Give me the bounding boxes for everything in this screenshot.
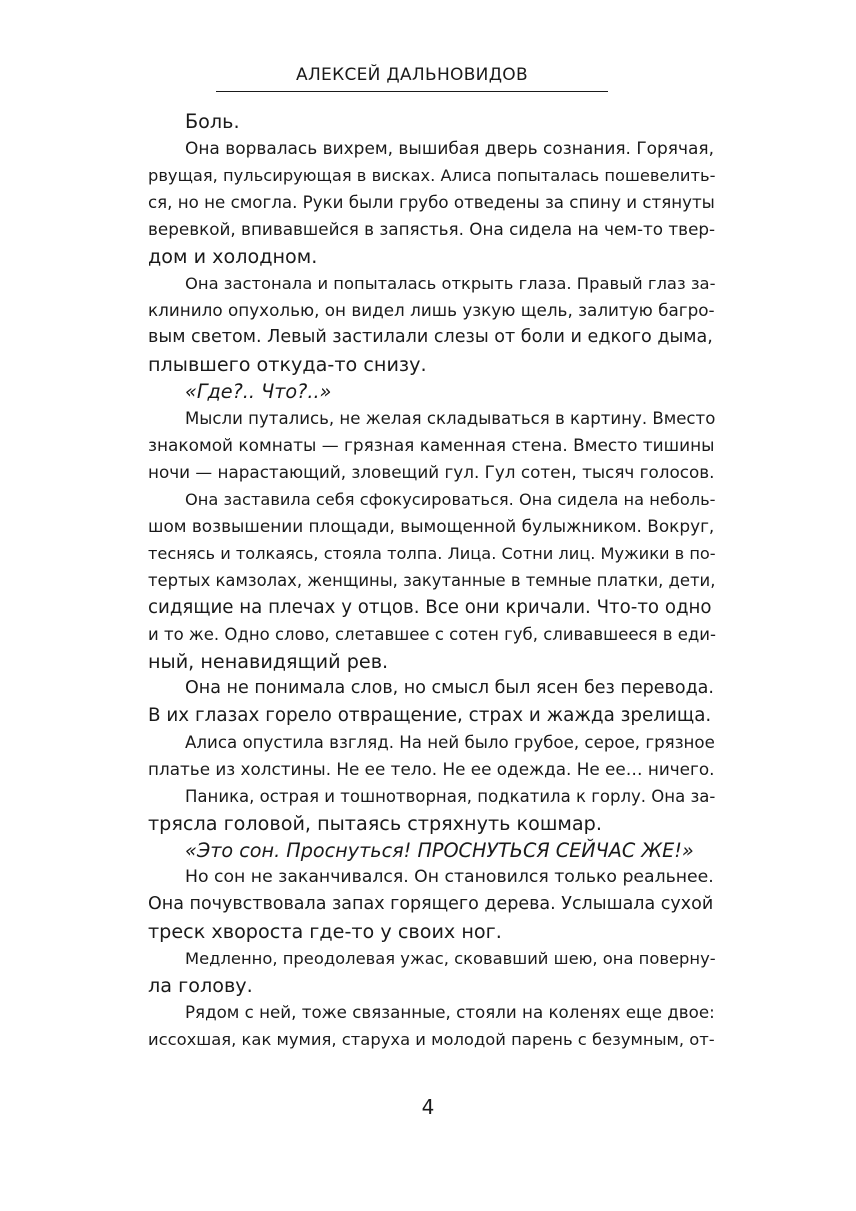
text-line: рвущая, пульсирующая в висках. Алиса попыталась пошевелить- <box>148 166 716 185</box>
text-line: платье из холстины. Не ее тело. Не ее одежда. Не ее… ничего. <box>148 759 715 779</box>
text-line: иссохшая, как мумия, старуха и молодой парень с безумным, от- <box>148 1030 715 1049</box>
text-line: Рядом с ней, тоже связанные, стояли на коленях еще двое: <box>185 1003 715 1022</box>
header-rule <box>216 91 608 92</box>
text-paragraph <box>111 135 716 270</box>
text-paragraph <box>111 945 716 999</box>
text-line: Боль. <box>185 110 240 133</box>
text-line: Паника, острая и тошнотворная, подкатила к горлу. Она за- <box>185 787 716 806</box>
text-line: Она ворвалась вихрем, вышибая дверь сознания. Горячая, <box>185 138 714 158</box>
text-paragraph <box>111 675 714 729</box>
text-paragraph <box>111 783 716 837</box>
text-line: ный, ненавидящий рев. <box>148 650 389 673</box>
text-line: теснясь и толкаясь, стояла толпа. Лица. Сотни лиц. Мужики в по- <box>148 544 716 563</box>
text-line: дом и холодном. <box>148 245 318 268</box>
body-text <box>111 108 716 1053</box>
text-paragraph <box>111 108 710 135</box>
text-paragraph <box>111 729 715 783</box>
text-line: Но сон не заканчивался. Он становился только реальнее. <box>185 867 714 887</box>
text-line: Медленно, преодолевая ужас, сковавший шею, она поверну- <box>185 949 716 968</box>
text-line: шом возвышении площади, вымощенной булыжником. Вокруг, <box>148 516 715 536</box>
text-line: «Это сон. Проснуться! ПРОСНУТЬСЯ СЕЙЧАС ЖЕ!» <box>185 839 694 862</box>
text-line: вым светом. Левый застилали слезы от боли и едкого дыма, <box>148 327 713 347</box>
text-line: Она застонала и попыталась открыть глаза. Правый глаз за- <box>185 274 716 293</box>
text-line: В их глазах горело отвращение, страх и жажда зрелища. <box>148 705 712 726</box>
text-line: треск хвороста где-то у своих ног. <box>148 920 502 943</box>
text-paragraph <box>111 486 716 675</box>
text-line: Мысли путались, не желая складываться в картину. Вместо <box>185 409 716 428</box>
text-paragraph <box>111 864 714 945</box>
running-header: АЛЕКСЕЙ ДАЛЬНОВИДОВ <box>296 65 528 85</box>
text-line: веревкой, впивавшейся в запястья. Она сидела на чем-то твер- <box>148 219 716 239</box>
text-line: знакомой комнаты — грязная каменная стена. Вместо тишины <box>148 435 715 455</box>
text-line: «Где?.. Что?..» <box>185 380 332 403</box>
text-line: Она не понимала слов, но смысл был ясен без перевода. <box>185 678 714 698</box>
text-line: Она почувствовала запах горящего дерева. Услышала сухой <box>148 894 714 914</box>
text-line: тертых камзолах, женщины, закутанные в темные платки, дети, <box>148 571 716 590</box>
text-line: плывшего откуда-то снизу. <box>148 353 427 376</box>
text-paragraph <box>111 405 716 486</box>
text-line: клинило опухолью, он видел лишь узкую щель, залитую багро- <box>148 300 715 320</box>
text-line: и то же. Одно слово, слетавшее с сотен губ, сливавшееся в еди- <box>148 625 716 644</box>
page-number: 4 <box>421 1095 435 1119</box>
italic-thought-paragraph <box>111 837 710 864</box>
text-line: ся, но не смогла. Руки были грубо отведены за спину и стянуты <box>148 193 715 212</box>
text-line: трясла головой, пытаясь стряхнуть кошмар. <box>148 812 602 835</box>
text-line: сидящие на плечах у отцов. Все они кричали. Что-то одно <box>148 597 712 618</box>
text-paragraph <box>111 270 716 378</box>
text-line: Алиса опустила взгляд. На ней было грубое, серое, грязное <box>185 733 715 752</box>
text-line: Она заставила себя сфокусироваться. Она сидела на неболь- <box>185 490 716 509</box>
text-line: ночи — нарастающий, зловещий гул. Гул сотен, тысяч голосов. <box>148 462 715 482</box>
text-line: ла голову. <box>148 974 253 997</box>
text-paragraph <box>111 999 715 1053</box>
italic-thought-paragraph <box>111 378 710 405</box>
